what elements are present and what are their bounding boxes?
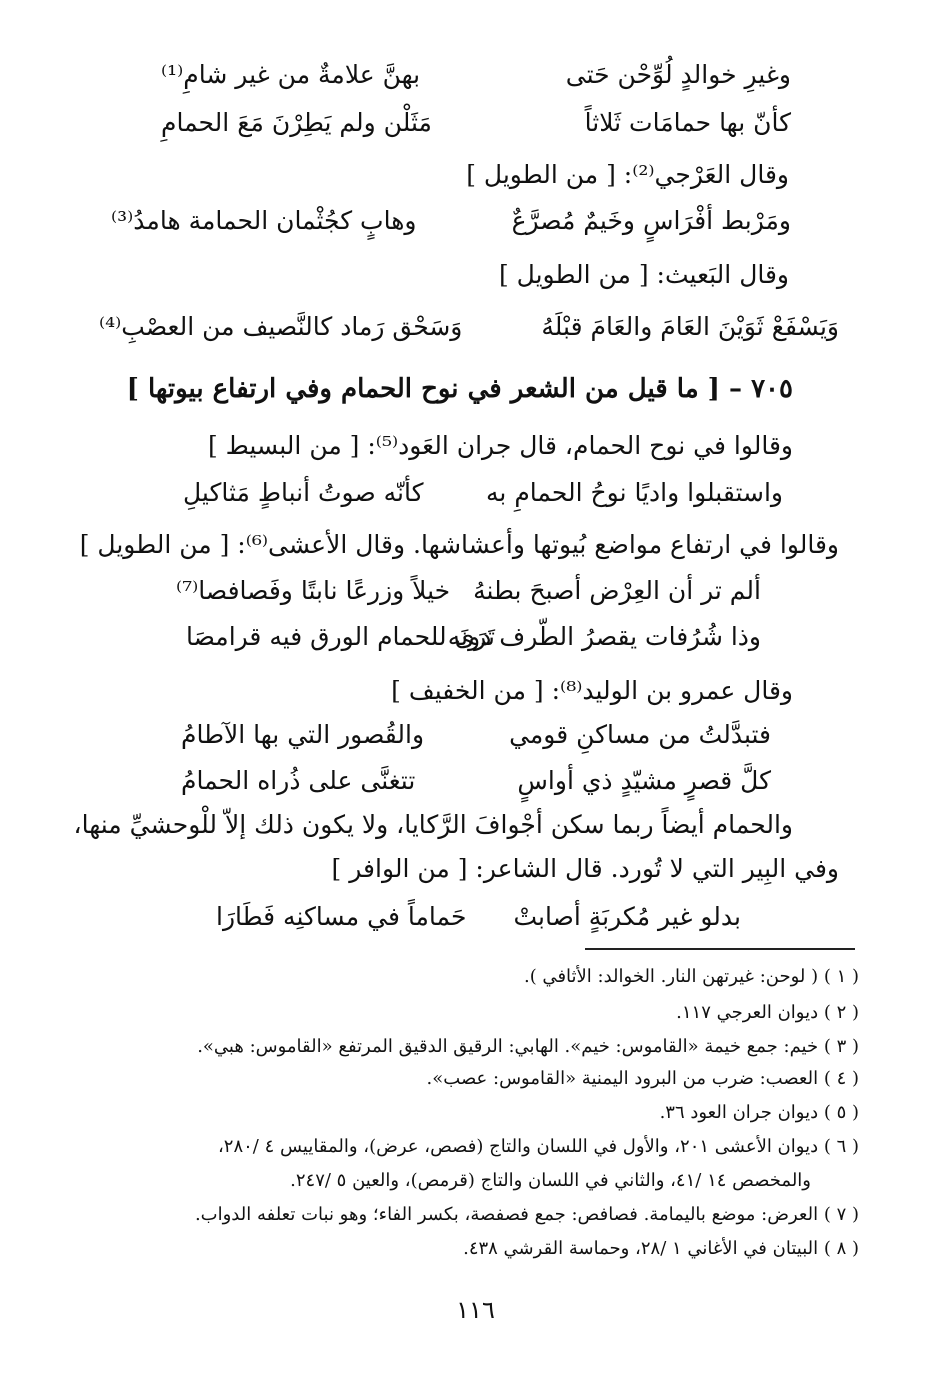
- footnote: ( ٤ ) العصب: ضرب من البرود اليمنية «القاموس: عصب».: [426, 1068, 859, 1089]
- footnote: ( ١ ) ( لوحن: غيرتهن النار. الخوالد: الأثافي ).: [523, 966, 859, 987]
- hemistich-first: بدلو غير مُكربَةٍ أصابتْ: [513, 902, 741, 931]
- verse-intro: وقالوا في نوح الحمام، قال جران العَود⁽⁵⁾: [ من البسيط ]: [207, 431, 793, 460]
- verse-line: [111, 206, 791, 242]
- hemistich-second: والقُصور التي بها الآطامُ: [181, 720, 425, 749]
- hemistich-first: واستقبلوا واديًا نوحُ الحمامِ به: [486, 478, 783, 507]
- hemistich-first: كلَّ قصرٍ مشيّدٍ ذي أواسٍ: [517, 766, 771, 795]
- verse-line: [216, 902, 741, 938]
- verse-intro: وقال العَرْجي⁽²⁾: [ من الطويل ]: [466, 160, 789, 189]
- hemistich-first: وذا شُرُفات يقصرُ الطّرف دونَه: [447, 622, 761, 651]
- prose-line: وفي البِير التي لا تُورد. قال الشاعر: [ من الوافر ]: [331, 854, 839, 883]
- verse-line: [99, 312, 839, 348]
- verse-line: [183, 478, 783, 514]
- footnote-divider: [585, 948, 855, 950]
- footnote: ( ٦ ) ديوان الأعشى ٢٠١، والأول في اللسان والتاج (فصص، عرض)، والمقاييس ٤ /٢٨٠،: [217, 1136, 859, 1157]
- section-heading: ٧٠٥ – [ ما قيل من الشعر في نوح الحمام وفي ارتفاع بيوتها ]: [126, 374, 793, 404]
- verse-intro: وقال البَعيث: [ من الطويل ]: [498, 260, 789, 289]
- footnote: ( ٣ ) خيم: جمع خيمة «القاموس: خيم». الهابي: الرقيق الدقيق المرتفع «القاموس: هبي».: [197, 1036, 859, 1057]
- hemistich-second: مَثَلْن ولم يَطِرْنَ مَعَ الحمامِ: [161, 108, 432, 137]
- hemistich-second: بهنَّ علامةٌ من غير شامِ⁽¹⁾: [161, 60, 421, 89]
- page-number: ١١٦: [456, 1296, 495, 1324]
- verse-line: [181, 720, 771, 756]
- verse-intro: وقال عمرو بن الوليد⁽⁸⁾: [ من الخفيف ]: [391, 676, 793, 705]
- hemistich-first: وغيرِ خوالدٍ لُوِّحْن حَتى: [565, 60, 791, 89]
- footnote: والمخصص ١٤ /٤١، والثاني في اللسان والتاج (قرمص)، والعين ٥ /٢٤٧.: [290, 1170, 811, 1191]
- footnote: ( ٢ ) ديوان العرجي ١١٧.: [676, 1002, 859, 1023]
- verse-line: [181, 766, 771, 802]
- prose-line: والحمام أيضاً ربما سكن أجْوافَ الرَّكايا، ولا يكون ذلك إلاّ للْوحشيِّ منها،: [73, 810, 793, 839]
- hemistich-second: تتغنَّى على ذُراه الحمامُ: [181, 766, 416, 795]
- hemistich-first: وَيَسْفَعْ ثَوَيْنَ العَامَ والعَامَ قبْلَهُ: [541, 312, 839, 341]
- verse-line: [161, 108, 791, 144]
- verse-intro: وقالوا في ارتفاع مواضع بُيوتها وأعشاشها. وقال الأعشى⁽⁶⁾: [ من الطويل ]: [79, 530, 839, 559]
- hemistich-first: فتبدَّلتُ من مساكنِ قومي: [509, 720, 771, 749]
- hemistich-second: تَرَى للحمام الورق فيه قرامصَا: [186, 622, 495, 651]
- hemistich-second: وَسَحْق رَماد كالنَّصيف من العصْبِ⁽⁴⁾: [99, 312, 463, 341]
- hemistich-second: خيلاً وزرعًا نابتًا وفَصافصا⁽⁷⁾: [176, 576, 451, 605]
- footnote: ( ٨ ) البيتان في الأغاني ١ /٢٨، وحماسة القرشي ٤٣٨.: [463, 1238, 859, 1259]
- hemistich-first: ومَرْبط أفْرَاسٍ وخَيمٌ مُصرَّعٌ: [511, 206, 791, 235]
- footnote: ( ٧ ) العرض: موضع باليمامة. فصافص: جمع فصفصة، بكسر الفاء؛ وهو نبات تعلفه الدواب.: [194, 1204, 859, 1225]
- hemistich-second: وهابٍ كجُثْمان الحمامة هامدُ⁽³⁾: [111, 206, 417, 235]
- verse-line: [186, 622, 761, 658]
- hemistich-first: كأنّ بها حمامَات ثَلاثاً: [584, 108, 791, 137]
- hemistich-second: حَماماً في مساكنِه فَطَارَا: [216, 902, 467, 931]
- footnote: ( ٥ ) ديوان جران العود ٣٦.: [659, 1102, 859, 1123]
- hemistich-second: كأنّه صوتُ أنباطٍ مَثاكيلِ: [183, 478, 424, 507]
- verse-line: [176, 576, 761, 612]
- hemistich-first: ألم تر أن العِرْض أصبحَ بطنهُ: [473, 576, 761, 605]
- verse-line: [161, 60, 791, 96]
